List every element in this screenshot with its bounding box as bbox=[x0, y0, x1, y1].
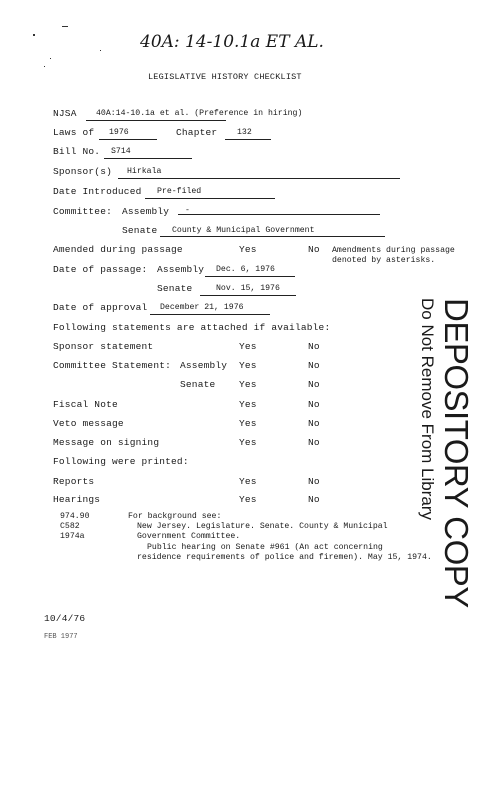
amended-no: No bbox=[308, 244, 320, 255]
date-of-passage-label: Date of passage: bbox=[53, 264, 148, 275]
speck bbox=[44, 66, 45, 67]
passage-assembly-value: Dec. 6, 1976 bbox=[216, 265, 275, 274]
speck bbox=[50, 58, 51, 59]
passage-senate-underline bbox=[200, 295, 296, 296]
call-number-3: 1974a bbox=[60, 532, 85, 541]
speck bbox=[33, 34, 35, 36]
njsa-value: 40A:14-10.1a et al. (Preference in hiring) bbox=[96, 109, 303, 118]
footer-stamp: FEB 1977 bbox=[44, 633, 78, 641]
njsa-label: NJSA bbox=[53, 108, 77, 119]
background-line-3: Government Committee. bbox=[137, 532, 241, 541]
laws-of-label: Laws of bbox=[53, 127, 95, 138]
background-line-1: For background see: bbox=[128, 512, 222, 521]
bill-no-value: S714 bbox=[111, 147, 131, 156]
fiscal-note-no: No bbox=[308, 399, 320, 410]
committee-statement-assembly-no: No bbox=[308, 360, 320, 371]
committee-assembly-value: - bbox=[185, 206, 190, 215]
committee-statement-assembly-yes: Yes bbox=[239, 360, 257, 371]
committee-label: Committee: bbox=[53, 206, 113, 217]
sponsors-underline bbox=[118, 178, 400, 179]
message-on-signing-label: Message on signing bbox=[53, 437, 160, 448]
committee-senate-underline bbox=[160, 236, 385, 237]
passage-assembly-label: Assembly bbox=[157, 264, 205, 275]
fiscal-note-label: Fiscal Note bbox=[53, 399, 118, 410]
sponsors-value: Hirkala bbox=[127, 167, 162, 176]
passage-assembly-underline bbox=[205, 276, 295, 277]
reports-no: No bbox=[308, 476, 320, 487]
depository-stamp bbox=[416, 298, 474, 608]
page-title: LEGISLATIVE HISTORY CHECKLIST bbox=[148, 72, 302, 82]
committee-senate-value: County & Municipal Government bbox=[172, 226, 315, 235]
bill-no-label: Bill No. bbox=[53, 146, 101, 157]
committee-statement-label: Committee Statement: bbox=[53, 360, 172, 371]
date-introduced-underline bbox=[145, 198, 275, 199]
hearings-yes: Yes bbox=[239, 494, 257, 505]
committee-assembly-underline bbox=[178, 214, 380, 215]
date-of-approval-underline bbox=[150, 314, 270, 315]
following-printed: Following were printed: bbox=[53, 456, 189, 467]
reports-label: Reports bbox=[53, 476, 95, 487]
background-line-4: Public hearing on Senate #961 (An act concerning bbox=[147, 543, 383, 552]
laws-of-underline bbox=[99, 139, 157, 140]
following-attached: Following statements are attached if available: bbox=[53, 322, 331, 333]
fiscal-note-yes: Yes bbox=[239, 399, 257, 410]
amended-yes: Yes bbox=[239, 244, 257, 255]
sponsor-statement-no: No bbox=[308, 341, 320, 352]
call-number-1: 974.90 bbox=[60, 512, 90, 521]
passage-senate-value: Nov. 15, 1976 bbox=[216, 284, 280, 293]
sponsor-statement-label: Sponsor statement bbox=[53, 341, 154, 352]
committee-assembly-label: Assembly bbox=[122, 206, 170, 217]
date-of-approval-label: Date of approval bbox=[53, 302, 148, 313]
message-on-signing-no: No bbox=[308, 437, 320, 448]
committee-statement-senate-label: Senate bbox=[180, 379, 216, 390]
chapter-label: Chapter bbox=[176, 127, 218, 138]
background-line-2: New Jersey. Legislature. Senate. County & Municipal bbox=[137, 522, 388, 531]
background-line-5: residence requirements of police and firemen). May 15, 1974. bbox=[137, 553, 432, 562]
hearings-label: Hearings bbox=[53, 494, 101, 505]
sponsors-label: Sponsor(s) bbox=[53, 166, 113, 177]
date-of-approval-value: December 21, 1976 bbox=[160, 303, 244, 312]
amended-note-2: denoted by asterisks. bbox=[332, 256, 436, 265]
speck bbox=[62, 26, 68, 27]
veto-message-yes: Yes bbox=[239, 418, 257, 429]
laws-of-value: 1976 bbox=[109, 128, 129, 137]
reports-yes: Yes bbox=[239, 476, 257, 487]
message-on-signing-yes: Yes bbox=[239, 437, 257, 448]
date-introduced-value: Pre-filed bbox=[157, 187, 202, 196]
amended-note-1: Amendments during passage bbox=[332, 246, 455, 255]
chapter-underline bbox=[225, 139, 271, 140]
committee-statement-senate-yes: Yes bbox=[239, 379, 257, 390]
depository-copy-text: DEPOSITORY COPY bbox=[438, 298, 475, 608]
njsa-underline bbox=[86, 120, 226, 121]
do-not-remove-text: Do Not Remove From Library bbox=[418, 298, 437, 521]
committee-senate-label: Senate bbox=[122, 225, 158, 236]
sponsor-statement-yes: Yes bbox=[239, 341, 257, 352]
amended-label: Amended during passage bbox=[53, 244, 183, 255]
committee-statement-assembly-label: Assembly bbox=[180, 360, 228, 371]
handwritten-header: 40A: 14-10.1a ET AL. bbox=[140, 32, 324, 52]
bill-no-underline bbox=[104, 158, 192, 159]
passage-senate-label: Senate bbox=[157, 283, 193, 294]
call-number-2: C582 bbox=[60, 522, 80, 531]
veto-message-label: Veto message bbox=[53, 418, 124, 429]
date-introduced-label: Date Introduced bbox=[53, 186, 142, 197]
committee-statement-senate-no: No bbox=[308, 379, 320, 390]
chapter-value: 132 bbox=[237, 128, 252, 137]
speck bbox=[100, 50, 101, 51]
hearings-no: No bbox=[308, 494, 320, 505]
footer-date: 10/4/76 bbox=[44, 613, 86, 624]
veto-message-no: No bbox=[308, 418, 320, 429]
